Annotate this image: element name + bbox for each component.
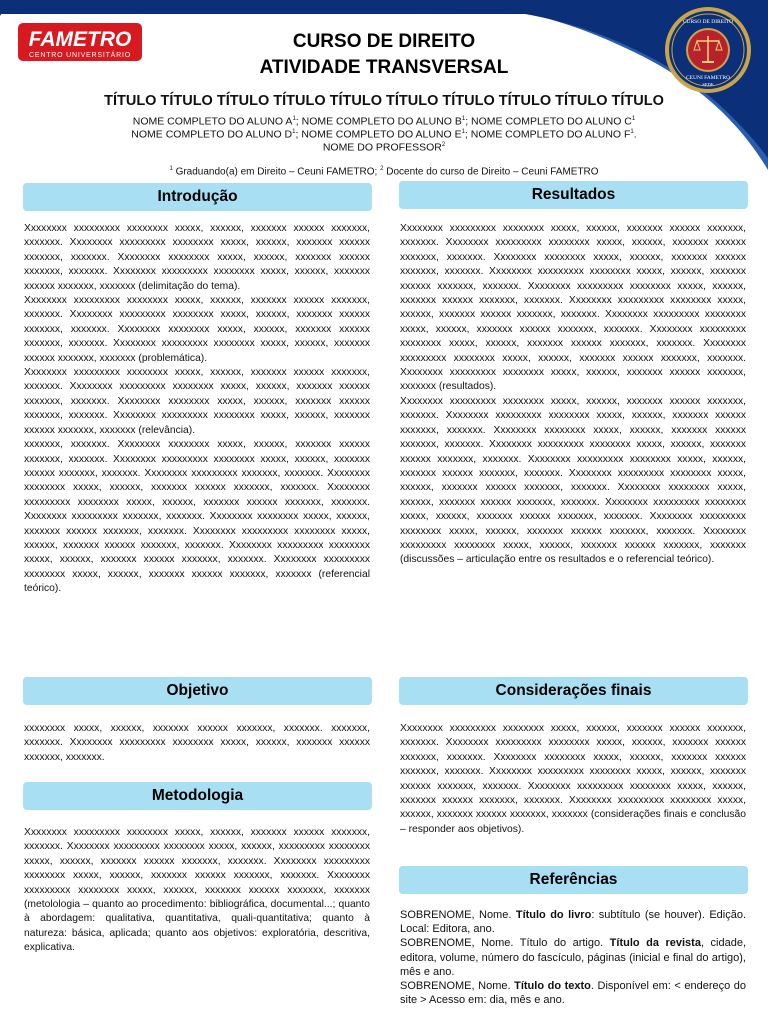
introducao-paragraph: Xxxxxxxx xxxxxxxxx xxxxxxxx xxxxx, xxxxxx, xxxxxxx xxxxxx xxxxxxx, xxxxxxx. Xxxxxxxx xxxxxxxxx xxxxxxxx xxxxx, xxxxxx, xxxxxxx xxxxxx xxxxxxx, xxxxxxx. Xxxxxxxx xxxxxxxx xxxxx, xxxxxx, xxxxxxx xxxxxx xxxxxxx, xxxxxxx. Xxxxxxxx xxxxxxxxx xxxxxxxx xxxxx, xxxxxx, xxxxxxx xxxxxx xxxxxxx, xxxxxxx (problemática). — [24, 295, 370, 364]
superscript-1: 1 — [631, 116, 636, 122]
superscript-1: 1 — [461, 116, 466, 122]
resultados-paragraph: Xxxxxxxx xxxxxxxxx xxxxxxxx xxxxx, xxxxxx, xxxxxxx xxxxxx xxxxxxx, xxxxxxx. Xxxxxxxx xxxxxxxxx xxxxxxxx xxxxx, xxxxxx, xxxxxxx xxxxxx xxxxxxx, xxxxxxx. Xxxxxxxx xxxxxxxx xxxxx, xxxxxx, xxxxxxx xxxxxx xxxxxxx, xxxxxxx. Xxxxxxxx xxxxxxxxx xxxxxxxx xxxxx, xxxxxx, xxxxxxx xxxxxx xxxxxxx, xxxxxxx. Xxxxxxxx xxxxxxxxx xxxxxxxx xxxxx, xxxxxx, xxxxxxx xxxxxx xxxxxxx, xxxxxxx. Xxxxxxxx xxxxxxxxx xxxxxxxx xxxxx, xxxxxx, xxxxxxx xxxxxx xxxxxxx, xxxxxxx. Xxxxxxxx xxxxxxxxx xxxxxxxx xxxxx, xxxxxx, xxxxxxx xxxxxx xxxxxxx, xxxxxxx. Xxxxxxxx xxxxxxxxx xxxxxxxx xxxxx, xxxxxx, xxxxxxx xxxxxx xxxxxxx, xxxxxxx. Xxxxxxxx xxxxxxxxx xxxxxxxx xxxxx, xxxxxx, xxxxxxx xxxxxx xxxxxxx, xxxxxxx. Xxxxxxxx xxxxxxxxx xxxxxxxx xxxxx, xxxxxx, xxxxxxx xxxxxx xxxxxxx, xxxxxxx (resultados). — [400, 223, 746, 393]
author-b: ; NOME COMPLETO DO ALUNO B — [295, 115, 462, 128]
reference-book-title: Título do livro — [515, 909, 592, 921]
superscript-1: 1 — [169, 166, 173, 172]
author-d: NOME COMPLETO DO ALUNO D — [131, 128, 293, 141]
author-c: ; NOME COMPLETO DO ALUNO C — [465, 115, 632, 128]
superscript-1: 1 — [461, 129, 465, 135]
course-title: CURSO DE DIREITO — [292, 31, 476, 52]
author-e: ; NOME COMPLETO DO ALUNO E — [295, 128, 462, 141]
reference-details: : subtítulo (se houver). Edição. Local: Editora, ano. — [400, 909, 747, 936]
authors-end: . — [633, 128, 637, 141]
superscript-2: 2 — [441, 142, 446, 148]
reference-author: SOBRENOME, Nome. Título do artigo. — [400, 937, 610, 950]
section-heading-resultados: Resultados — [399, 181, 748, 209]
reference-details: . Disponível em: < endereço do site > Acesso em: dia, mês e ano. — [400, 980, 747, 1007]
introducao-paragraph: Xxxxxxxx xxxxxxxxx xxxxxxxx xxxxx, xxxxxx, xxxxxxx xxxxxx xxxxxxx, xxxxxxx. Xxxxxxxx xxxxxxxxx xxxxxxxx xxxxx, xxxxxx, xxxxxxx xxxxxx xxxxxxx, xxxxxxx. Xxxxxxxx xxxxxxxx xxxxx, xxxxxx, xxxxxxx xxxxxx xxxxxxx, xxxxxxx. Xxxxxxxx xxxxxxxxx xxxxxxxx xxxxx, xxxxxx, xxxxxxx xxxxxx xxxxxxx, xxxxxxx (delimitação do tema). — [24, 223, 370, 292]
reference-item — [400, 979, 746, 1007]
section-heading-introducao: Introdução — [23, 183, 372, 211]
section-heading-referencias: Referências — [399, 866, 748, 894]
section-heading-metodologia: Metodologia — [23, 782, 372, 810]
svg-text:CURSO DE DIREITO: CURSO DE DIREITO — [682, 19, 734, 25]
introducao-body — [24, 222, 370, 597]
reference-text-title: Título do texto — [514, 980, 591, 993]
reference-details: , cidade, editora, volume, número do fascículo, páginas (inicial e final do artigo), mês e ano. — [400, 937, 746, 978]
superscript-2: 2 — [380, 166, 384, 172]
svg-text:CEUNI FAMETRO: CEUNI FAMETRO — [685, 75, 731, 81]
fametro-logo — [18, 23, 142, 61]
superscript-1: 1 — [292, 116, 296, 122]
objetivo-paragraph: xxxxxxxx xxxxx, xxxxxx, xxxxxxx xxxxxx xxxxxxx, xxxxxxx. xxxxxxx, xxxxxxx. Xxxxxxxx xxxxxxxxx xxxxxxxx xxxxx, xxxxxx, xxxxxxx xxxxxx xxxxxxx, xxxxxxx. — [24, 723, 370, 763]
author-f: ; NOME COMPLETO DO ALUNO F — [464, 128, 631, 141]
introducao-paragraph: Xxxxxxxx xxxxxxxxx xxxxxxxx xxxxx, xxxxxx, xxxxxxx xxxxxx xxxxxxx, xxxxxxx. Xxxxxxxx xxxxxxxxx xxxxxxxx xxxxx, xxxxxx, xxxxxxx xxxxxx xxxxxxx, xxxxxxx. Xxxxxxxx xxxxxxxx xxxxx, xxxxxx, xxxxxxx xxxxxx xxxxxxx, xxxxxxx. Xxxxxxxx xxxxxxxxx xxxxxxxx xxxxx, xxxxxx, xxxxxxx xxxxxx xxxxxxx, xxxxxxx (relevância). — [24, 367, 370, 436]
poster-title: TÍTULO TÍTULO TÍTULO TÍTULO TÍTULO TÍTULO TÍTULO TÍTULO TÍTULO TÍTULO — [104, 93, 664, 109]
introducao-paragraph: xxxxxxx, xxxxxxx. Xxxxxxxx xxxxxxxx xxxxx, xxxxxx, xxxxxxx xxxxxx xxxxxxx, xxxxxxx. Xxxxxxxx xxxxxxxxx xxxxxxxx xxxxx, xxxxxx, xxxxxxx xxxxxx xxxxxxx, xxxxxxx. Xxxxxxxx xxxxxxxxx xxxxxxx, xxxxxxx. Xxxxxxxx xxxxxxxx xxxxx, xxxxxx, xxxxxxx xxxxxx xxxxxxx, xxxxxxx. Xxxxxxxx xxxxxxxxx xxxxxxxx xxxxx, xxxxxx, xxxxxxx xxxxxx xxxxxxx, xxxxxxx. Xxxxxxxx xxxxxxxxx xxxxxxx, xxxxxxx. Xxxxxxxx xxxxxxxx xxxxx, xxxxxx, xxxxxxx xxxxxx xxxxxxx, xxxxxxx. Xxxxxxxx xxxxxxxxx xxxxxxxx xxxxx, xxxxxx, xxxxxxx xxxxxx xxxxxxx, xxxxxxx. Xxxxxxxx xxxxxxxxx xxxxxxxx xxxxx, xxxxxx, xxxxxxx xxxxxx xxxxxxx, xxxxxxx. Xxxxxxxx xxxxxxxxx xxxxxxxx xxxxx, xxxxxx, xxxxxxx xxxxxx xxxxxxx, xxxxxxx (referencial teórico). — [24, 439, 370, 595]
reference-author: SOBRENOME, Nome. — [400, 909, 516, 921]
section-heading-consideracoes-finais: Considerações finais — [399, 677, 748, 705]
objetivo-body — [24, 722, 370, 765]
affiliation-professor: Docente do curso de Direito – Ceuni FAMETRO — [383, 166, 599, 178]
superscript-1: 1 — [292, 129, 296, 135]
consideracoes-paragraph: Xxxxxxxx xxxxxxxxx xxxxxxxx xxxxx, xxxxxx, xxxxxxx xxxxxx xxxxxxx, xxxxxxx. Xxxxxxxx xxxxxxxxx xxxxxxxx xxxxx, xxxxxx, xxxxxxx xxxxxx xxxxxxx, xxxxxxx. Xxxxxxxx xxxxxxxx xxxxx, xxxxxx, xxxxxxx xxxxxx xxxxxxx, xxxxxxx. Xxxxxxxx xxxxxxxxx xxxxxxxx xxxxx, xxxxxx, xxxxxxx xxxxxx xxxxxxx, xxxxxxx. Xxxxxxxx xxxxxxxxx xxxxxxxx xxxxx, xxxxxx, xxxxxxx xxxxxx xxxxxxx, xxxxxxx. Xxxxxxxx xxxxxxxxx xxxxxxxx xxxxx, xxxxxx, xxxxxxx xxxxxx xxxxxxx, xxxxxxx (considerações finais e conclusão – responder aos objetivos). — [400, 723, 746, 835]
svg-text:SEDE: SEDE — [702, 82, 714, 87]
professor-line — [80, 139, 688, 154]
ceuni-fametro-seal — [664, 6, 752, 94]
activity-title: ATIVIDADE TRANSVERSAL — [259, 57, 509, 78]
section-heading-objetivo: Objetivo — [23, 677, 372, 705]
reference-item — [400, 908, 746, 936]
author-a: NOME COMPLETO DO ALUNO A — [132, 115, 293, 128]
metodologia-body — [24, 826, 370, 956]
superscript-1: 1 — [630, 129, 634, 135]
resultados-paragraph: Xxxxxxxx xxxxxxxxx xxxxxxxx xxxxx, xxxxxx, xxxxxxx xxxxxx xxxxxxx, xxxxxxx. Xxxxxxxx xxxxxxxxx xxxxxxxx xxxxx, xxxxxx, xxxxxxx xxxxxx xxxxxxx, xxxxxxx. Xxxxxxxx xxxxxxxx xxxxx, xxxxxx, xxxxxxx xxxxxx xxxxxxx, xxxxxxx. Xxxxxxxx xxxxxxxxx xxxxxxxx xxxxx, xxxxxx, xxxxxxx xxxxxx xxxxxxx, xxxxxxx. Xxxxxxxx xxxxxxxxx xxxxxxxx xxxxx, xxxxxx, xxxxxxx xxxxxx xxxxxxx, xxxxxxx. Xxxxxxxx xxxxxxxxx xxxxxxxx xxxxx, xxxxxx, xxxxxxx xxxxxx xxxxxxx, xxxxxxx. Xxxxxxxx xxxxxxxx xxxxx, xxxxxx, xxxxxxx xxxxxx xxxxxxx, xxxxxxx. Xxxxxxxx xxxxxxxxx xxxxxxxx xxxxx, xxxxxx, xxxxxxx xxxxxx xxxxxxx, xxxxxxx. Xxxxxxxx xxxxxxxxx xxxxxxxx xxxxx, xxxxxx, xxxxxxx xxxxxx xxxxxxx, xxxxxxx. Xxxxxxxx xxxxxxxxx xxxxxxxx xxxxx, xxxxxx, xxxxxxx xxxxxx xxxxxxx, xxxxxxx (discussões – articulação entre os resultados e o referencial teórico). — [400, 395, 746, 566]
resultados-body — [400, 222, 746, 568]
professor-name: NOME DO PROFESSOR — [322, 141, 442, 154]
referencias-body — [400, 908, 746, 1007]
affiliations — [0, 166, 768, 177]
svg-text:CENTRO UNIVERSITÁRIO: CENTRO UNIVERSITÁRIO — [29, 52, 131, 59]
consideracoes-body — [400, 722, 746, 837]
affiliation-student: Graduando(a) em Direito – Ceuni FAMETRO; — [172, 166, 381, 178]
reference-author: SOBRENOME, Nome. — [400, 980, 515, 993]
reference-item — [400, 936, 746, 979]
reference-journal-title: Título da revista — [609, 937, 701, 950]
metodologia-paragraph: Xxxxxxxx xxxxxxxxx xxxxxxxx xxxxx, xxxxxx, xxxxxxx xxxxxx xxxxxxx, xxxxxxx. Xxxxxxxx xxxxxxxxx xxxxxxxx xxxxx, xxxxxx, xxxxxxxxx xxxxxxxx xxxxx, xxxxxx, xxxxxxx xxxxxx xxxxxxx, xxxxxxx. Xxxxxxxx xxxxxxxxx xxxxxxxx xxxxx, xxxxxx, xxxxxxx xxxxxx xxxxxxx, xxxxxxx. Xxxxxxxx xxxxxxxxx xxxxxxxx xxxxx, xxxxxx, xxxxxxx xxxxxx xxxxxxx, xxxxxxx (metolologia – quanto ao procedimento: bibliográfica, documental...; quanto à abordagem: qualitativa, quantitativa, quali-quantitativa; quanto à natureza: básica, aplicada; quanto aos objetivos: exploratória, descritiva, explicativa. — [24, 827, 370, 954]
svg-text:FAMETRO: FAMETRO — [28, 28, 132, 51]
